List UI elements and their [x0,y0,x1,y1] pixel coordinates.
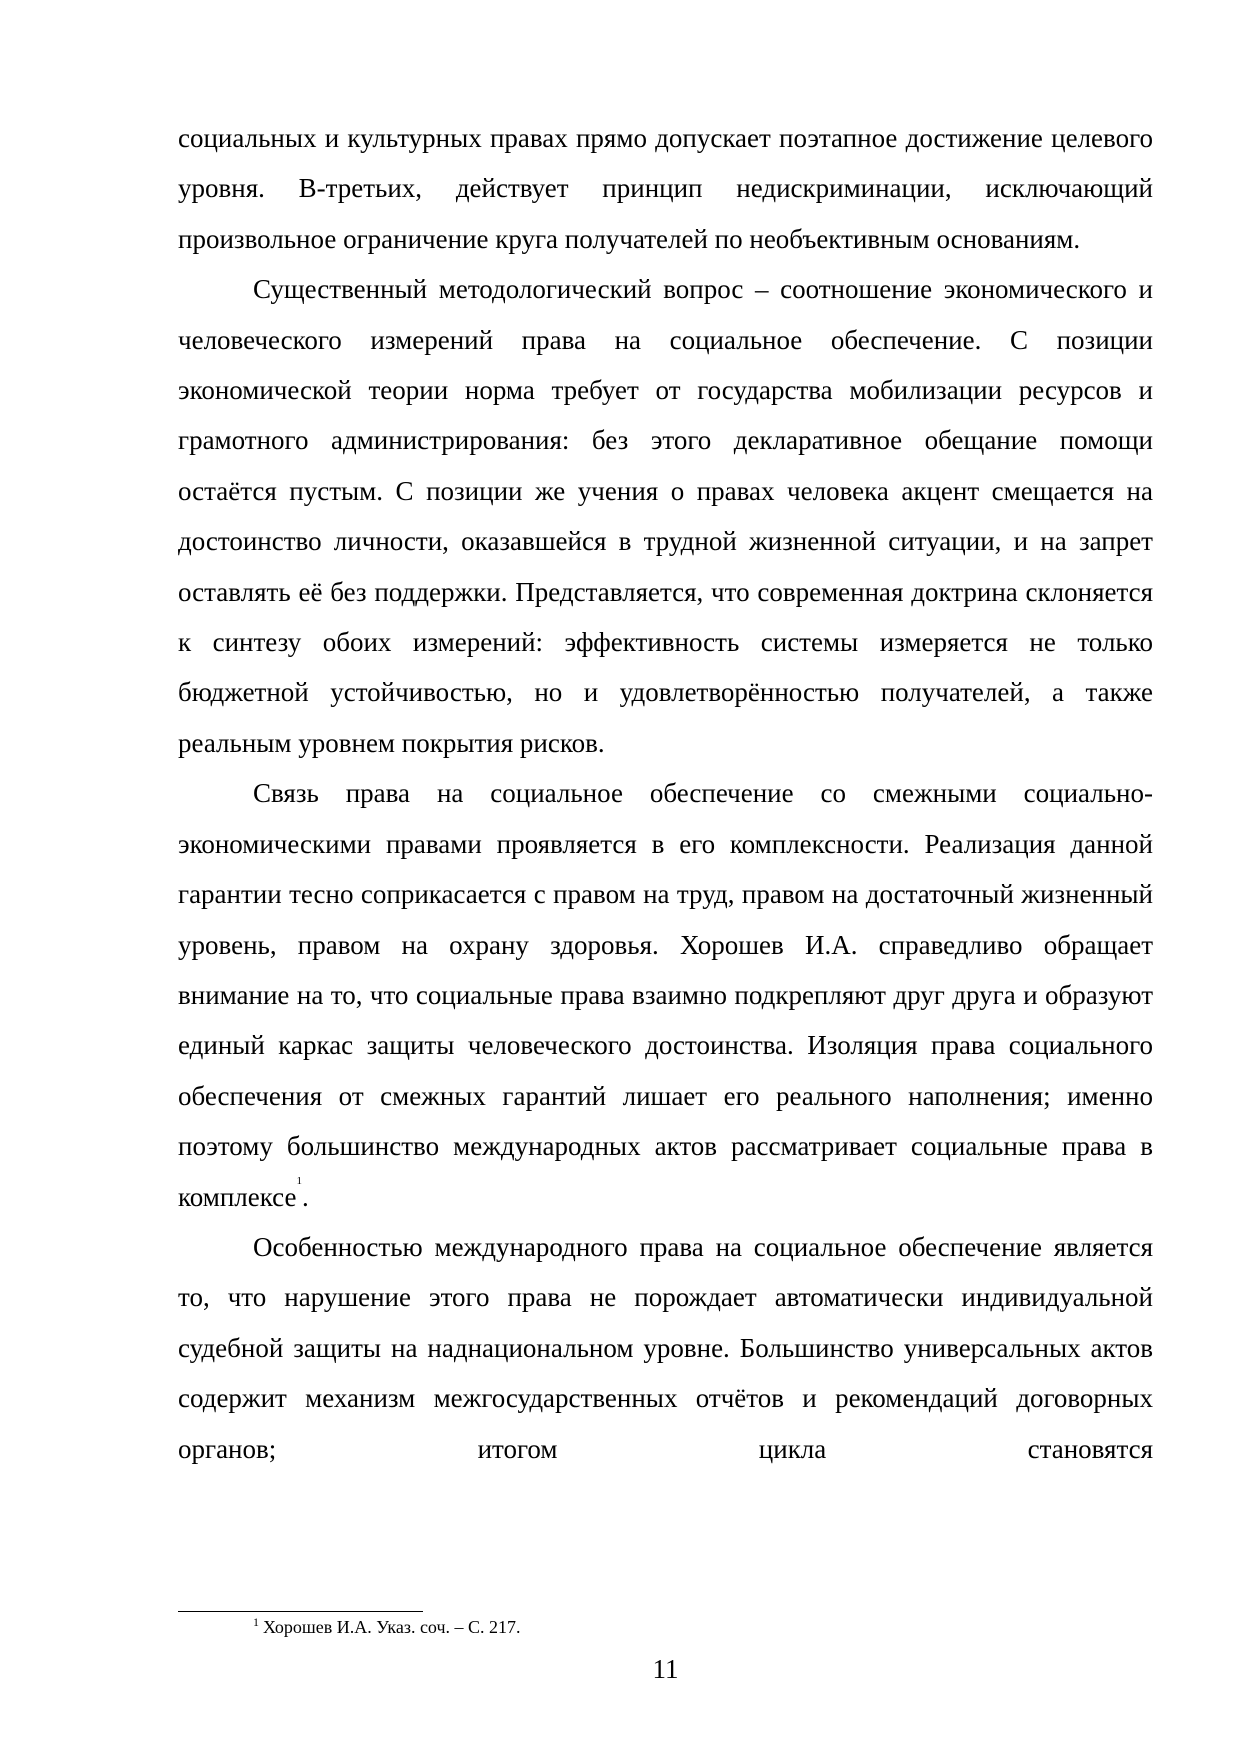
paragraph-with-footnote [178,768,1153,1222]
body-text [178,113,1153,1474]
footnote-number: 1 [253,1615,259,1629]
paragraph-text-end: . [301,1181,309,1212]
paragraph-text: социальных и культурных правах прямо допускает поэтапное достижение целевого уровня. В-третьих, действует принцип недискриминации, исключающий произвольное ограничение круга получателей по необъективным основаниям. [178,123,1153,254]
footnote-separator [178,1611,423,1612]
paragraph-text: Связь права на социальное обеспечение со смежными социально-экономическими правами проявляется в его комплексности. Реализация данной гарантии тесно соприкасается с правом на труд, правом на достаточный жизненный уровень, правом на охрану здоровья. Хорошев И.А. справедливо обращает внимание на то, что социальные права взаимно подкрепляют друг друга и образуют единый каркас защиты человеческого достоинства. Изоляция права социального обеспечения от смежных гарантий лишает его реального наполнения; именно поэтому большинство международных актов рассматривает социальные права в комплексе [178,778,1153,1212]
paragraph-continues-next-page [178,1222,1153,1474]
footnote-reference[interactable]: 1 [296,1174,302,1187]
paragraph-text: Особенностью международного права на социальное обеспечение является то, что нарушение этого права не порождает автоматически индивидуальной судебной защиты на наднациональном уровне. Большинство универсальных актов содержит механизм межгосударственных отчётов и рекомендаций договорных органов; итогом цикла становятся [178,1231,1153,1464]
footnote-text: Хорошев И.А. Указ. соч. – С. 217. [263,1617,521,1637]
paragraph-text: Существенный методологический вопрос – соотношение экономического и человеческого измерений права на социальное обеспечение. С позиции экономической теории норма требует от государства мобилизации ресурсов и грамотного администрирования: без этого декларативное обещание помощи остаётся пустым. С позиции же учения о правах человека акцент смещается на достоинство личности, оказавшейся в трудной жизненной ситуации, и на запрет оставлять её без поддержки. Представляется, что современная доктрина склоняется к синтезу обоих измерений: эффективность системы измеряется не только бюджетной устойчивостью, но и удовлетворённостью получателей, а также реальным уровнем покрытия рисков. [178,274,1153,758]
paragraph-continued [178,113,1153,264]
paragraph [178,264,1153,768]
footnote [253,1615,521,1639]
page-number: 11 [652,1654,679,1684]
